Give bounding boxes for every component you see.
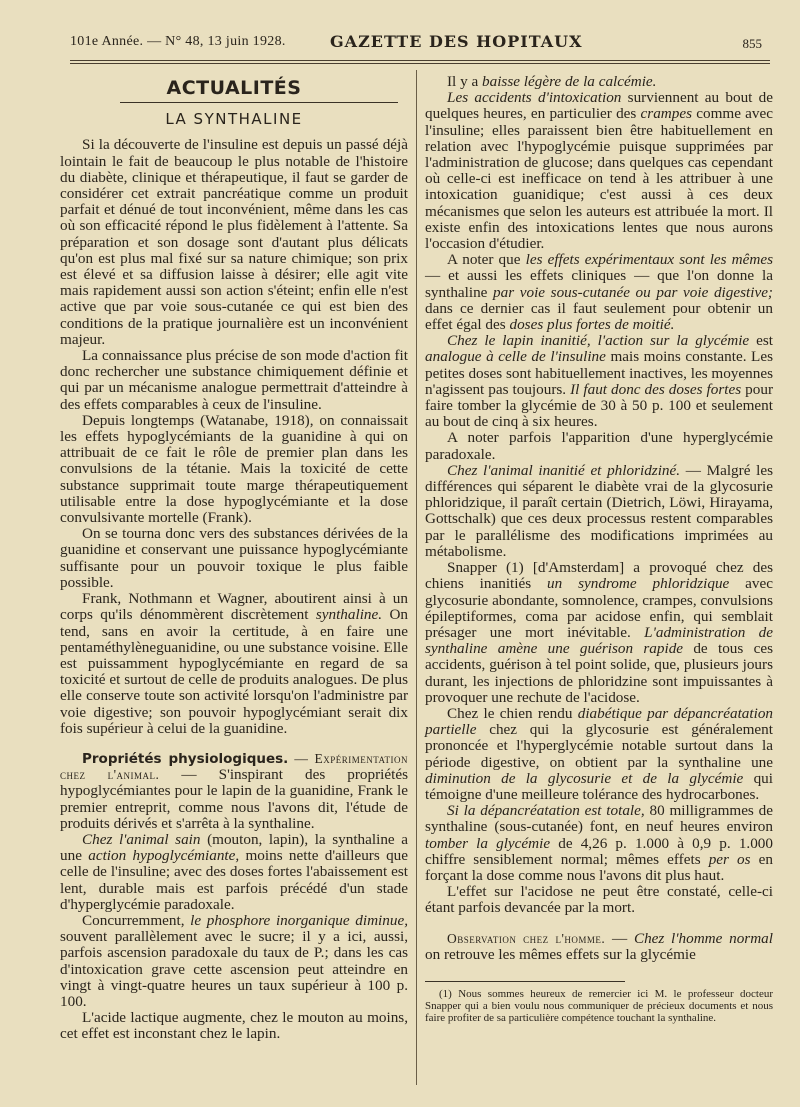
section-title: ACTUALITÉS bbox=[166, 77, 302, 99]
paragraph: Depuis longtemps (Watanabe, 1918), on connaissait les effets hypoglycémiants de la guanidine à qui on attribuait de ce fait le rôle de premier plan dans les convulsions de la tétanie. Mais la toxicité de cette substance supprimait toute marge thérapeutiquement utilisable entre la dose hypoglycémiante et la dose convulsivante mortelle (Frank). bbox=[60, 411, 408, 527]
header-rule bbox=[70, 60, 770, 61]
subsection-heading: Propriétés physiologiques. bbox=[82, 750, 289, 767]
paragraph: L'acide lactique augmente, chez le mouton au moins, cet effet est inconstant chez le lapin. bbox=[60, 1009, 408, 1043]
paragraph: Chez le lapin inanitié, l'action sur la glycémie est analogue à celle de l'insuline mais moins constante. Les petites doses sont habituellement inactives, les moyennes n'agissent pas toujours. Il faut donc des doses fortes pour faire tomber la glycémie de 30 à 50 p. 100 et seulement au bout de cinq à six heures. bbox=[425, 332, 774, 431]
paragraph: Les accidents d'intoxication surviennent au bout de quelques heures, en particulier des crampes comme avec l'insuline; elles paraissent bien être habituellement en relation avec l'hypoglycémie puisque supprimées par l'administration de glucose; dans quelques cas cependant où celle-ci est inefficace on tend à les attribuer à une intoxication guanidique; c'est aussi à ces deux mécanismes que selon les auteurs est attribuée la mort. Il existe enfin des intoxications lentes que nous aurons l'occasion d'étudier. bbox=[425, 89, 774, 253]
subsection-heading: Observation chez l'homme. bbox=[447, 930, 606, 946]
paragraph: A noter que les effets expérimentaux sont les mêmes — et aussi les effets cliniques — que l'on donne la synthaline par voie sous-cutanée ou par voie digestive; dans ce dernier cas il faut seulement pour obtenir un effet égal des doses plus fortes de moitié. bbox=[425, 251, 774, 334]
paragraph: Chez l'animal inanitié et phloridziné. — Malgré les différences qui séparent le diabète vrai de la glycosurie phloridzique, il paraît certain (Dietrich, Löwi, Hirayama, Gottschalk) que ces deux processus restent comparables par le parallélisme des modifications imprimées au métabolisme. bbox=[425, 461, 773, 560]
paragraph: On se tourna donc vers des substances dérivées de la guanidine et conservant une puissance hypoglycémiante suffisante pour un pouvoir toxique le plus faible possible. bbox=[60, 525, 408, 591]
paragraph: Frank, Nothmann et Wagner, aboutirent ainsi à un corps qu'ils dénommèrent discrètement synthaline. On tend, sans en avoir la certitude, à en faire une pentaméthylèneguanidine, ou une substance voisine. Elle est puissamment hypoglycémiante en regard de sa toxicité et surtout de celle de produits analogues. De plus elle conserve toute son activité lorsqu'on l'administre par voie digestive; son pouvoir hypoglycémiant serait dix fois supérieur à celui de la guanidine. bbox=[60, 590, 409, 737]
left-column bbox=[60, 74, 408, 1043]
header-rule-double bbox=[70, 63, 770, 64]
paragraph: Chez l'animal sain (mouton, lapin), la synthaline a une action hypoglycémiante, moins nette d'ailleurs que celle de l'insuline; avec des doses fortes l'abaissement est lent, durable mais est parfois précédé d'un stade d'hyperglycémie paradoxale. bbox=[60, 830, 408, 913]
paragraph: Chez le chien rendu diabétique par dépancréatation partielle chez qui la glycosurie est généralement prononcée et l'hyperglycémie notable surtout dans la période digestive, on obtient par la synthaline une diminution de la glycosurie et de la glycémie qui témoigne d'une meilleure tolérance des hydrocarbones. bbox=[425, 704, 774, 803]
page-header bbox=[70, 30, 770, 54]
footnote-rule bbox=[425, 981, 625, 982]
paragraph: A noter parfois l'apparition d'une hyperglycémie paradoxale. bbox=[425, 429, 773, 463]
article-title: LA SYNTHALINE bbox=[165, 110, 303, 129]
paragraph: Propriétés physiologiques. — Expérimentation chez l'animal. — S'inspirant des propriétés hypoglycémiantes pour le lapin de la guanidine, Frank le premier entreprit, comme nous l'avons dit, l'étude de produits dérivés et s'arrêta à la synthaline. bbox=[60, 750, 408, 832]
paragraph: Il y a baisse légère de la calcémie. bbox=[447, 73, 657, 90]
paragraph: Observation chez l'homme. — Chez l'homme normal on retrouve les mêmes effets sur la glycémie bbox=[425, 929, 773, 963]
right-column bbox=[425, 74, 773, 1024]
footnote: (1) Nous sommes heureux de remercier ici M. le professeur docteur Snapper qui a bien voulu nous communiquer de précieux documents et nous faire profiter de sa particulière compétence touchant la synthaline. bbox=[425, 987, 773, 1024]
paragraph: L'effet sur l'acidose ne peut être constaté, celle-ci étant parfois devancée par la mort. bbox=[425, 883, 773, 917]
page-number: 855 bbox=[742, 36, 762, 51]
paragraph: La connaissance plus précise de son mode d'action fit donc rechercher une substance chimiquement définie et qui par un mécanisme analogue permettrait d'atteindre à des effets comparables à ceux de l'insuline. bbox=[60, 347, 408, 413]
paragraph: Snapper (1) [d'Amsterdam] a provoqué chez des chiens inanitiés un syndrome phloridzique avec glycosurie abondante, somnolence, crampes, convulsions épileptiformes, coma par acidose enfin, qui semblait présager une mort inévitable. L'administration de synthaline amène une guérison rapide de tous ces accidents, guérison à tel point solide, que, plusieurs jours durant, les injections de phloridzine sont impuissantes à provoquer une rechute de l'acidose. bbox=[425, 559, 773, 706]
paragraph: Si la découverte de l'insuline est depuis un passé déjà lointain le fait de beaucoup le plus notable de l'histoire du diabète, clinique et thérapeutique, il faut se garder de considérer cet extrait pancréatique comme un produit parfait et dénué de tout inconvénient, même dans les cas où son efficacité répond le plus fidèlement à l'attente. Sa préparation et son dosage sont d'autant plus délicats qu'on est plus mal fixé sur sa nature chimique; son prix est élevé et sa diffusion laisse à désirer; elle agit vite mais rapidement aussi son action s'éteint; enfin elle n'est active que par voie sous-cutanée ce qui est bien des conditions de la pratique journalière est un inconvénient majeur. bbox=[60, 136, 408, 348]
paragraph: Si la dépancréatation est totale, 80 milligrammes de synthaline (sous-cutanée) font, en neuf heures environ tomber la glycémie de 4,26 p. 1.000 à 0,9 p. 1.000 chiffre sensiblement normal; mêmes effets per os en forçant la dose comme nous l'avons dit plus haut. bbox=[425, 802, 773, 884]
paragraph: Concurremment, le phosphore inorganique diminue, souvent parallèlement avec le sucre; il y a ici, aussi, parfois ascension paradoxale du taux de P.; dans les cas d'intoxication grave cette ascension peut atteindre en vingt à vingt-quatre heures un taux supérieur à 100 p. 100. bbox=[60, 911, 408, 1010]
column-divider bbox=[416, 70, 417, 1085]
title-rule bbox=[120, 102, 398, 103]
journal-title: GAZETTE DES HOPITAUX bbox=[330, 32, 583, 51]
issue-info: 101e Année. — N° 48, 13 juin 1928. bbox=[70, 34, 286, 49]
